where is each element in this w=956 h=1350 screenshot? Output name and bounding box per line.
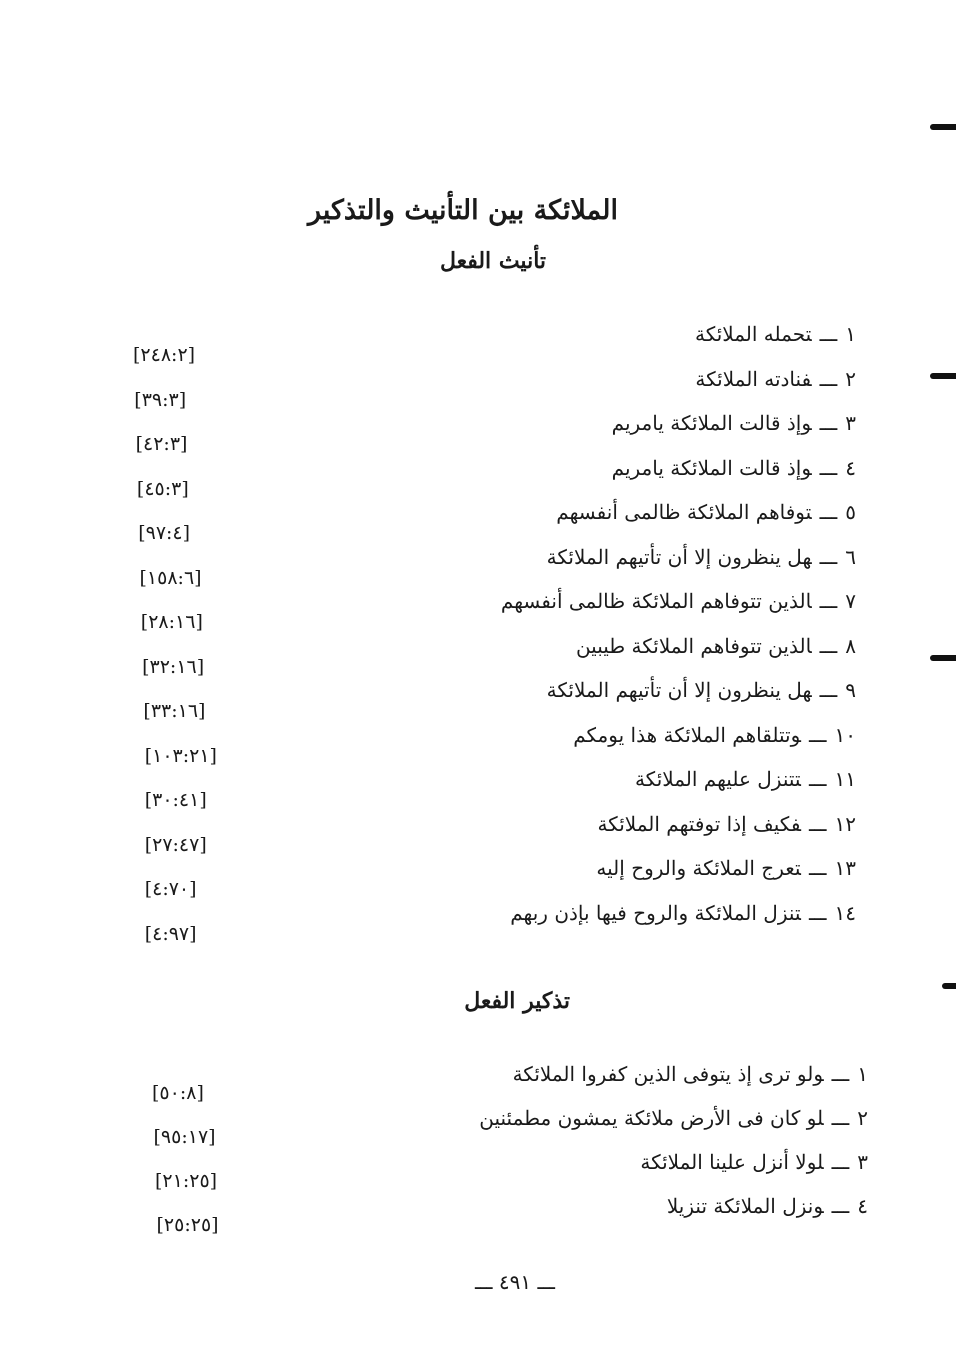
list-item [0, 1062, 956, 1102]
page-title: الملائكة بين التأنيث والتذكير [307, 195, 619, 226]
verse-reference: [٢٥:٢٥] [156, 1214, 219, 1236]
list-item [0, 1106, 956, 1146]
list-item [0, 900, 956, 945]
entry-text [612, 456, 856, 480]
entry-number: ٥ [845, 500, 856, 524]
entry-phrase: فكيف إذا توفتهم الملائكة [597, 811, 801, 836]
entry-dash: ـــ [831, 1194, 850, 1218]
list-item [0, 544, 956, 589]
entry-phrase: تعرج الملائكة والروح إليه [596, 856, 801, 880]
entry-dash: ـــ [819, 411, 838, 435]
entry-number: ٤ [845, 455, 856, 480]
verse-reference: [٣٢:١٦] [142, 655, 205, 678]
entry-phrase: تتنزل عليهم الملائكة [634, 767, 801, 791]
list-item [0, 455, 956, 500]
entry-dash: ـــ [831, 1106, 850, 1130]
entry-dash: ـــ [819, 500, 838, 524]
verse-reference: [٤٥:٣] [136, 477, 189, 500]
entry-phrase: هل ينظرون إلا أن تأتيهم الملائكة [546, 544, 812, 569]
entry-dash: ـــ [808, 900, 827, 925]
list-item [0, 767, 956, 811]
entry-phrase: وتتلقاهم الملائكة هذا يومكم [573, 722, 801, 747]
entry-dash: ـــ [819, 366, 838, 391]
entry-text [667, 1194, 868, 1218]
verse-reference: [٤٢:٣] [135, 433, 188, 455]
entry-text [556, 500, 856, 524]
entry-phrase: لو كان فى الأرض ملائكة يمشون مطمئنين [479, 1106, 824, 1130]
entry-phrase: الذين تتوفاهم الملائكة ظالمى أنفسهم [500, 589, 812, 613]
entry-number: ١٤ [834, 900, 856, 925]
entry-dash: ـــ [819, 455, 838, 480]
list-item [0, 322, 956, 366]
entry-dash: ـــ [819, 633, 838, 658]
entry-text [573, 723, 856, 747]
entry-number: ٢ [845, 366, 856, 391]
entry-phrase: ولو ترى إذ يتوفى الذين كفروا الملائكة [512, 1062, 824, 1086]
list-item [0, 678, 956, 722]
entry-number: ٧ [845, 589, 856, 613]
entry-text [547, 545, 856, 569]
entry-number: ١١ [834, 767, 856, 791]
entry-phrase: لولا أنزل علينا الملائكة [640, 1150, 824, 1174]
entry-dash: ـــ [808, 722, 827, 747]
section-title-feminine: تأنيث الفعل [439, 248, 547, 274]
list-item [0, 366, 956, 411]
verse-reference: [٣٣:١٦] [143, 700, 206, 722]
entry-number: ١ [857, 1062, 868, 1086]
entry-dash: ـــ [819, 589, 838, 613]
entry-dash: ـــ [808, 811, 827, 836]
entry-number: ٣ [857, 1150, 868, 1174]
entry-dash: ـــ [808, 767, 827, 791]
entry-phrase: توفاهم الملائكة ظالمى أنفسهم [556, 500, 812, 524]
margin-mark [930, 124, 956, 130]
verse-reference: [٣٠:٤١] [144, 789, 207, 811]
entry-phrase: تنزل الملائكة والروح فيها بإذن ربهم [510, 900, 801, 925]
entry-text [501, 589, 856, 613]
entry-dash: ـــ [819, 322, 838, 346]
entry-dash: ـــ [808, 856, 827, 880]
entry-number: ١٣ [834, 856, 856, 880]
entry-number: ١٠ [834, 722, 856, 747]
entry-phrase: هل ينظرون إلا أن تأتيهم الملائكة [546, 678, 812, 702]
entry-text [695, 367, 856, 391]
list-item [0, 856, 956, 900]
entry-phrase: وإذ قالت الملائكة يامريم [611, 455, 812, 480]
verse-reference: [٣٩:٣] [134, 388, 187, 411]
entry-text [695, 322, 856, 346]
list-item [0, 500, 956, 544]
entry-text [479, 1106, 868, 1130]
entry-number: ١ [845, 322, 856, 346]
entry-text [576, 634, 856, 658]
margin-mark [942, 983, 956, 989]
list-item [0, 1150, 956, 1190]
list-item [0, 411, 956, 455]
entry-dash: ـــ [819, 544, 838, 569]
entry-text [547, 678, 856, 702]
verse-reference: [١٥٨:٦] [139, 566, 202, 589]
verse-reference: [٢٨:١٦] [140, 611, 203, 633]
verse-reference: [٢٧:٤٧] [144, 833, 207, 856]
entry-dash: ـــ [819, 678, 838, 702]
section-title-masculine: تذكير الفعل [464, 988, 570, 1014]
entry-phrase: وإذ قالت الملائكة يامريم [611, 411, 812, 435]
list-item [0, 589, 956, 633]
entry-number: ١٢ [834, 811, 856, 836]
entry-phrase: تحمله الملائكة [694, 322, 812, 346]
entry-number: ٣ [845, 411, 856, 435]
entry-text [597, 812, 856, 836]
entry-number: ٦ [845, 544, 856, 569]
list-item [0, 633, 956, 678]
entry-number: ٤ [857, 1194, 868, 1218]
verse-reference: [٢٤٨:٢] [133, 344, 196, 366]
entry-phrase: فنادته الملائكة [695, 366, 812, 391]
list-item [0, 722, 956, 767]
entry-text [612, 411, 856, 435]
entry-text [635, 767, 856, 791]
entry-dash: ـــ [831, 1150, 850, 1174]
verse-reference: [٥٠:٨] [152, 1082, 204, 1104]
entry-phrase: ونزل الملائكة تنزيلا [666, 1194, 824, 1218]
entry-text [596, 856, 856, 880]
entry-phrase: الذين تتوفاهم الملائكة طيبين [575, 633, 812, 658]
entry-text [640, 1150, 868, 1174]
entry-dash: ـــ [831, 1062, 850, 1086]
verse-reference: [٤:٧٠] [144, 878, 197, 900]
entry-number: ٨ [845, 633, 856, 658]
page-number: ـــ ٤٩١ ـــ [474, 1270, 556, 1294]
list-item [0, 811, 956, 856]
entry-text [510, 901, 856, 925]
entry-number: ٢ [857, 1106, 868, 1130]
verse-reference: [٩٧:٤] [138, 522, 191, 544]
entry-text [513, 1062, 868, 1086]
entry-number: ٩ [845, 678, 856, 702]
verse-reference: [٢١:٢٥] [155, 1170, 218, 1192]
verse-reference: [٩٥:١٧] [153, 1126, 216, 1148]
list-item [0, 1194, 956, 1234]
verse-reference: [١٠٣:٢١] [144, 744, 217, 767]
verse-reference: [٤:٩٧] [144, 922, 197, 945]
